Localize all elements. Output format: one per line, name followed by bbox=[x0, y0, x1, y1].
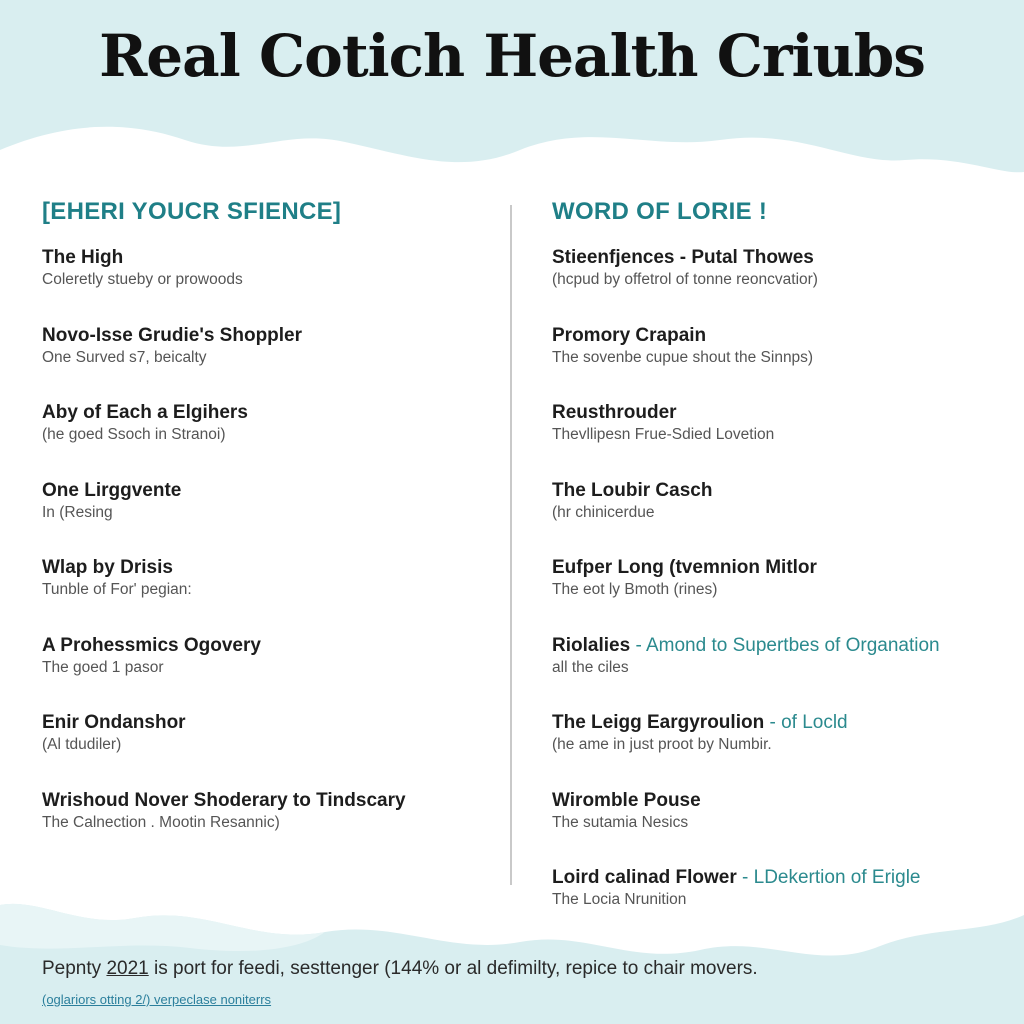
list-item-description: The Calnection . Mootin Resannic) bbox=[42, 813, 280, 831]
list-item-title: Wrishoud Nover Shoderary to Tindscary bbox=[42, 789, 406, 811]
footer-text-end: is port for feedi, sesttenger (144% or al defimilty, repice to chair movers. bbox=[154, 958, 758, 979]
left-column bbox=[42, 198, 497, 866]
list-item bbox=[42, 246, 497, 324]
list-item-title-accent: - of Locld bbox=[769, 712, 848, 733]
list-item-description: (Al tdudiler) bbox=[42, 736, 122, 753]
list-item-description: (he ame in just proot by Numbir. bbox=[552, 736, 772, 753]
list-item bbox=[42, 789, 497, 867]
right-section-heading: WORD OF LORIE ! bbox=[552, 198, 768, 225]
footer-text-start: Pepnty bbox=[42, 958, 102, 979]
list-item-title bbox=[552, 556, 1002, 580]
list-item-title bbox=[552, 479, 1002, 503]
list-item bbox=[552, 711, 1002, 789]
footer-note-link[interactable]: (oglariors otting 2/) verpeclase noniterrs bbox=[42, 992, 272, 1007]
list-item-title-text: Wiromble Pouse bbox=[552, 789, 701, 811]
list-item bbox=[552, 324, 1002, 402]
list-item-title-text: Promory Crapain bbox=[552, 324, 707, 346]
list-item bbox=[42, 711, 497, 789]
list-item-title-accent: - LDekertion of Erigle bbox=[742, 867, 921, 888]
footer-year: 2021 bbox=[106, 958, 149, 979]
list-item-title: Novo-Isse Grudie's Shoppler bbox=[42, 324, 303, 346]
list-item-title-text: The Loubir Casch bbox=[552, 479, 713, 501]
list-item-title: A Prohessmics Ogovery bbox=[42, 634, 261, 656]
list-item bbox=[552, 479, 1002, 557]
list-item-title: Aby of Each a Elgihers bbox=[42, 402, 248, 423]
list-item-title bbox=[552, 246, 1002, 270]
list-item-title: One Lirggvente bbox=[42, 479, 182, 501]
list-item-description: The Locia Nrunition bbox=[552, 891, 687, 908]
list-item-description: The sutamia Nesics bbox=[552, 813, 689, 831]
list-item bbox=[552, 634, 1002, 712]
list-item bbox=[552, 556, 1002, 634]
list-item-title-text: The Leigg Eargyroulion bbox=[552, 712, 765, 733]
list-item-title: Wlap by Drisis bbox=[42, 557, 173, 578]
list-item-description: The sovenbe cupue shout the Sinnps) bbox=[552, 348, 814, 366]
list-item-title-accent: - Amond to Supertbes of Organation bbox=[635, 634, 940, 656]
list-item-title bbox=[552, 401, 1002, 425]
column-divider bbox=[510, 205, 512, 885]
list-item-description: (hcpud by offetrol of tonne reoncvatior) bbox=[552, 271, 818, 288]
footer-text bbox=[42, 958, 1002, 980]
list-item bbox=[42, 324, 497, 402]
list-item-title-text: Stieenfjences - Putal Thowes bbox=[552, 247, 814, 268]
list-item-title bbox=[552, 324, 1002, 348]
page-title: Real Cotich Health Criubs bbox=[99, 22, 925, 90]
list-item bbox=[42, 401, 497, 479]
list-item-title: The High bbox=[42, 247, 124, 268]
list-item-title-text: Reusthrouder bbox=[552, 402, 677, 423]
list-item-title bbox=[552, 634, 1002, 658]
list-item bbox=[42, 634, 497, 712]
list-item bbox=[42, 556, 497, 634]
list-item-title bbox=[552, 789, 1002, 813]
list-item-description: all the ciles bbox=[552, 658, 629, 676]
list-item-title-text: Eufper Long (tvemnion Mitlor bbox=[552, 557, 817, 578]
list-item-title: Enir Ondanshor bbox=[42, 712, 186, 733]
list-item-description: In (Resing bbox=[42, 503, 113, 521]
list-item bbox=[552, 401, 1002, 479]
list-item-description: Tunble of For' pegian: bbox=[42, 581, 192, 598]
list-item-description: One Surved s7, beicalty bbox=[42, 348, 207, 366]
list-item-title-text: Loird calinad Flower bbox=[552, 867, 737, 888]
list-item bbox=[552, 789, 1002, 867]
list-item-description: Thevllipesn Frue-Sdied Lovetion bbox=[552, 426, 775, 443]
list-item-description: (hr chinicerdue bbox=[552, 503, 655, 521]
list-item bbox=[552, 246, 1002, 324]
list-item-title bbox=[552, 711, 1002, 735]
list-item-title-text: Riolalies bbox=[552, 634, 631, 656]
right-column bbox=[552, 198, 1002, 944]
list-item-description: (he goed Ssoch in Stranoi) bbox=[42, 426, 226, 443]
list-item bbox=[552, 866, 1002, 944]
left-section-heading: [EHERI YOUCR SFIENCE] bbox=[42, 198, 342, 225]
list-item-description: Coleretly stueby or prowoods bbox=[42, 271, 243, 288]
list-item-description: The eot ly Bmoth (rines) bbox=[552, 581, 718, 598]
list-item-title bbox=[552, 866, 1002, 890]
list-item bbox=[42, 479, 497, 557]
list-item-description: The goed 1 pasor bbox=[42, 658, 164, 676]
